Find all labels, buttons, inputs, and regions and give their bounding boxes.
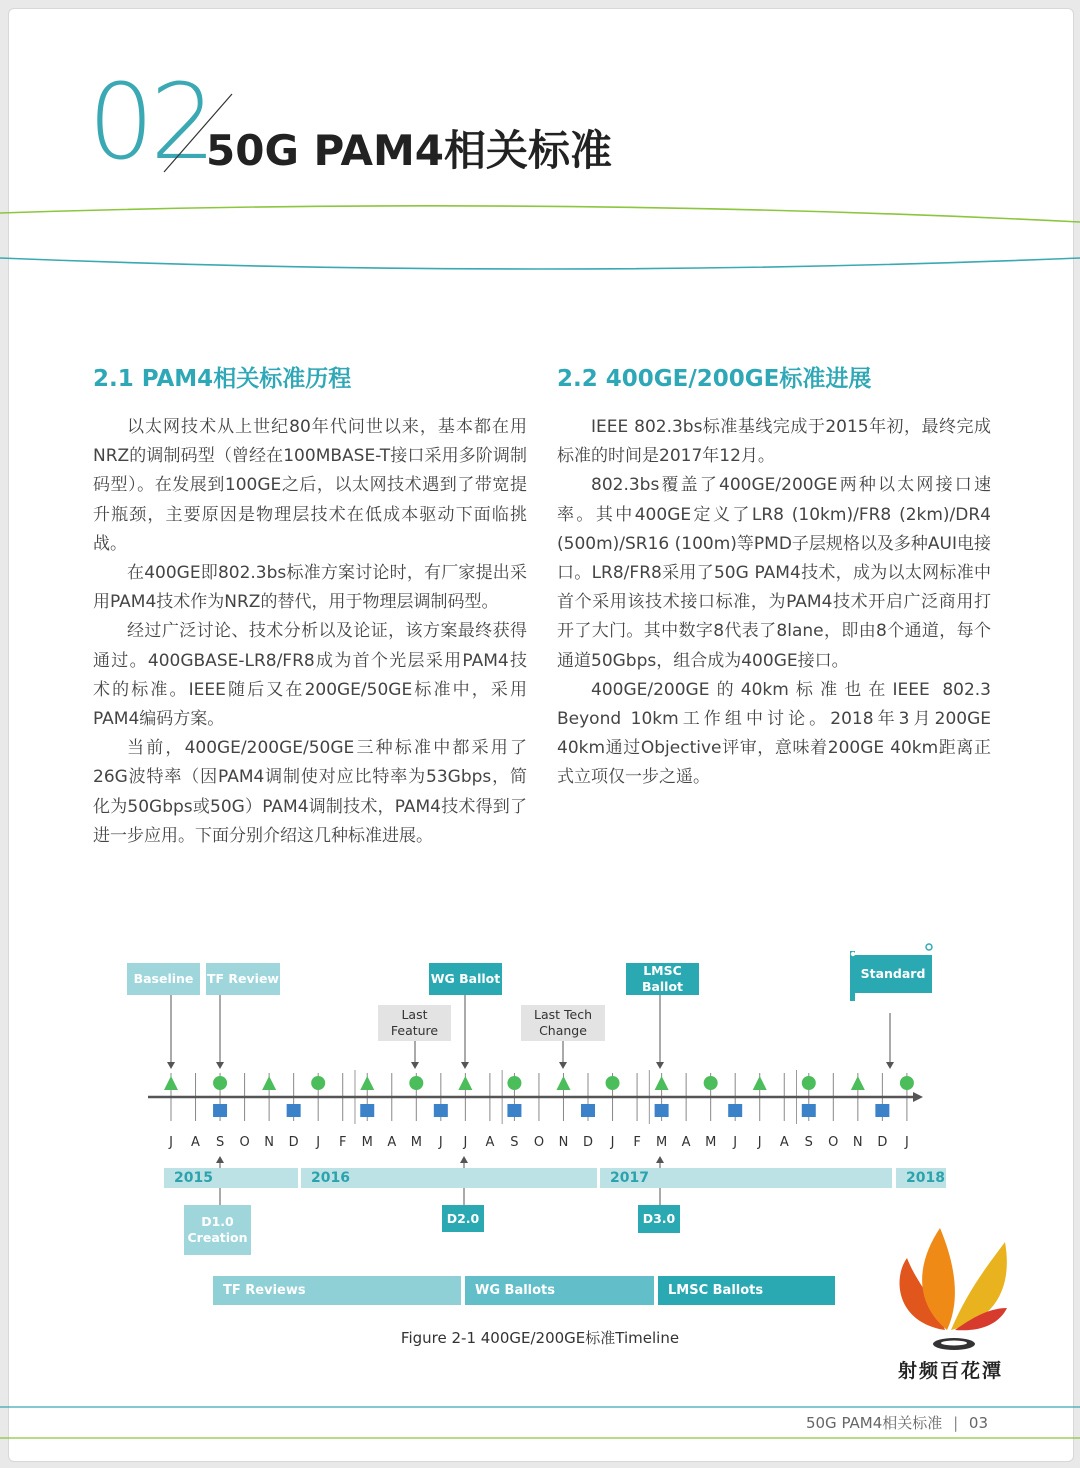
plenary-meeting-circle bbox=[213, 1076, 227, 1090]
year-2015: 2015 bbox=[164, 1168, 298, 1188]
month-label: F bbox=[633, 1135, 641, 1150]
arrow-head bbox=[167, 1062, 175, 1069]
interim-meeting-triangle bbox=[655, 1076, 669, 1090]
arrow-head bbox=[216, 1156, 224, 1163]
footer-separator: | bbox=[953, 1414, 959, 1432]
meeting-square bbox=[655, 1104, 669, 1117]
phase-lmsc-ballots: LMSC Ballots bbox=[658, 1276, 835, 1305]
d1-label: D1.0 Creation bbox=[184, 1205, 251, 1255]
month-label: S bbox=[215, 1135, 225, 1150]
footer bbox=[806, 1412, 988, 1433]
interim-meeting-triangle bbox=[851, 1076, 865, 1090]
phase-wg-ballots: WG Ballots bbox=[465, 1276, 654, 1305]
logo-graphic bbox=[895, 1222, 1015, 1356]
interim-meeting-triangle bbox=[458, 1076, 472, 1090]
month-label: J bbox=[316, 1135, 321, 1150]
interim-meeting-triangle bbox=[262, 1076, 276, 1090]
month-label: N bbox=[558, 1135, 569, 1150]
month-label: O bbox=[239, 1135, 250, 1150]
year-2016: 2016 bbox=[301, 1168, 597, 1188]
timeline-axis-arrow bbox=[913, 1092, 923, 1102]
baseline-label: Baseline bbox=[127, 963, 200, 995]
footer-page-number: 03 bbox=[968, 1414, 988, 1432]
month-label: S bbox=[510, 1135, 519, 1150]
section2-heading: 2.2 400GE/200GE标准进展 bbox=[557, 366, 872, 392]
phase-tf-reviews: TF Reviews bbox=[213, 1276, 461, 1305]
month-label: M bbox=[410, 1135, 422, 1150]
meeting-square bbox=[434, 1104, 448, 1117]
month-label: O bbox=[533, 1135, 545, 1150]
wg-ballot-label: WG Ballot bbox=[429, 963, 502, 995]
plenary-meeting-circle bbox=[311, 1076, 325, 1090]
footer-lines bbox=[0, 1400, 1080, 1468]
d3-label: D3.0 bbox=[638, 1205, 680, 1233]
plenary-meeting-circle bbox=[507, 1076, 521, 1090]
arrow-head bbox=[411, 1062, 419, 1069]
arrow-head bbox=[656, 1156, 664, 1163]
month-label: M bbox=[361, 1135, 373, 1150]
section1-paragraph: 经过广泛讨论、技术分析以及论证，该方案最终获得通过。400GBASE-LR8/FR8成为首个光层采用PAM4技术的标准。IEEE随后又在200GE/50GE标准中，采用PAM4编码方案。 bbox=[93, 621, 527, 730]
tf-review-label: TF Review bbox=[206, 963, 280, 995]
meeting-square bbox=[213, 1104, 227, 1117]
month-label: A bbox=[485, 1135, 495, 1150]
month-label: A bbox=[779, 1135, 789, 1150]
month-label: J bbox=[169, 1135, 173, 1150]
section1-paragraph: 在400GE即802.3bs标准方案讨论时，有厂家提出采用PAM4技术作为NRZ的替代，用于物理层调制码型。 bbox=[93, 563, 527, 613]
standard-banner-decoration bbox=[850, 944, 932, 1001]
year-2018: 2018 bbox=[896, 1168, 946, 1188]
logo-text: 射频百花潭 bbox=[898, 1360, 1004, 1382]
month-label: N bbox=[852, 1135, 863, 1150]
meeting-square bbox=[875, 1104, 889, 1117]
lmsc-ballot-label: LMSC Ballot bbox=[626, 963, 699, 995]
meeting-square bbox=[360, 1104, 374, 1117]
arrow-head bbox=[460, 1156, 468, 1163]
last-feature-label: Last Feature bbox=[378, 1005, 451, 1041]
interim-meeting-triangle bbox=[753, 1076, 767, 1090]
month-label: F bbox=[338, 1135, 347, 1150]
arrow-head bbox=[656, 1062, 664, 1069]
arrow-head bbox=[559, 1062, 567, 1069]
section2-paragraph: IEEE 802.3bs标准基线完成于2015年初，最终完成标准的时间是2017年12月。 bbox=[557, 417, 991, 467]
month-label: M bbox=[705, 1135, 717, 1150]
month-label: J bbox=[610, 1135, 615, 1150]
month-label: J bbox=[463, 1135, 468, 1150]
standard-label: Standard bbox=[854, 955, 932, 993]
month-label: A bbox=[191, 1135, 200, 1150]
month-label: J bbox=[733, 1135, 738, 1150]
month-label: D bbox=[288, 1135, 299, 1150]
footer-title: 50G PAM4相关标准 bbox=[805, 1414, 943, 1432]
plenary-meeting-circle bbox=[900, 1076, 914, 1090]
figure-caption: Figure 2-1 400GE/200GE标准Timeline bbox=[400, 1329, 680, 1347]
chapter-number: 02 bbox=[88, 61, 213, 183]
interim-meeting-triangle bbox=[164, 1076, 178, 1090]
month-label: O bbox=[828, 1135, 839, 1150]
meeting-square bbox=[802, 1104, 816, 1117]
chapter-title: 50G PAM4相关标准 bbox=[206, 126, 612, 175]
month-label: D bbox=[877, 1135, 888, 1150]
section1-heading: 2.1 PAM4相关标准历程 bbox=[93, 366, 352, 392]
d2-label: D2.0 bbox=[442, 1205, 484, 1232]
month-label: N bbox=[264, 1135, 274, 1150]
arrow-head bbox=[461, 1062, 469, 1069]
section2-paragraph: 400GE/200GE的40km标准也在IEEE 802.3 Beyond 10km工作组中讨论。2018年3月200GE 40km通过Objective评审，意味着200GE 40km距离正式立项仅一步之遥。 bbox=[557, 679, 991, 788]
meeting-square bbox=[287, 1104, 301, 1117]
arrow-head bbox=[886, 1062, 894, 1069]
interim-meeting-triangle bbox=[556, 1076, 570, 1090]
section1-paragraph: 以太网技术从上世纪80年代问世以来，基本都在用NRZ的调制码型（曾经在100MBASE-T接口采用多阶调制码型）。在发展到100GE之后，以太网技术遇到了带宽提升瓶颈，主要原因是物理层技术在低成本驱动下面临挑战。 bbox=[93, 417, 527, 554]
month-label: M bbox=[655, 1135, 668, 1150]
month-label: A bbox=[681, 1135, 691, 1150]
arrow-head bbox=[216, 1062, 224, 1069]
meeting-square bbox=[728, 1104, 742, 1117]
plenary-meeting-circle bbox=[409, 1076, 423, 1090]
plenary-meeting-circle bbox=[606, 1076, 620, 1090]
month-label: J bbox=[904, 1135, 909, 1150]
month-label: A bbox=[387, 1135, 397, 1150]
section2-paragraph: 802.3bs覆盖了400GE/200GE两种以太网接口速率。其中400GE定义了LR8 (10km)/FR8 (2km)/DR4 (500m)/SR16 (100m)等PMD子层规格以及多种AUI电接口。LR8/FR8采用了50G PAM4技术，成为以太网标准中首个采用该技术接口标准，为PAM4技术开启广泛商用打开了大门。其中数字8代表了8lane，即由8个通道，每个通道50Gbps，组合成为400GE接口。 bbox=[557, 475, 992, 671]
year-2017: 2017 bbox=[600, 1168, 892, 1188]
month-label: D bbox=[582, 1135, 593, 1150]
month-label: J bbox=[757, 1135, 762, 1150]
meeting-square bbox=[507, 1104, 521, 1117]
month-label: J bbox=[438, 1135, 443, 1150]
month-label: S bbox=[804, 1135, 813, 1150]
last-tech-change-label: Last Tech Change bbox=[521, 1005, 605, 1041]
section1-paragraph: 当前，400GE/200GE/50GE三种标准中都采用了26G波特率（因PAM4调制使对应比特率为53Gbps，简化为50Gbps或50G）PAM4调制技术，PAM4技术得到了进一步应用。下面分别介绍这几种标准进展。 bbox=[93, 738, 527, 846]
meeting-square bbox=[581, 1104, 595, 1117]
plenary-meeting-circle bbox=[704, 1076, 718, 1090]
plenary-meeting-circle bbox=[802, 1076, 816, 1090]
interim-meeting-triangle bbox=[360, 1076, 374, 1090]
